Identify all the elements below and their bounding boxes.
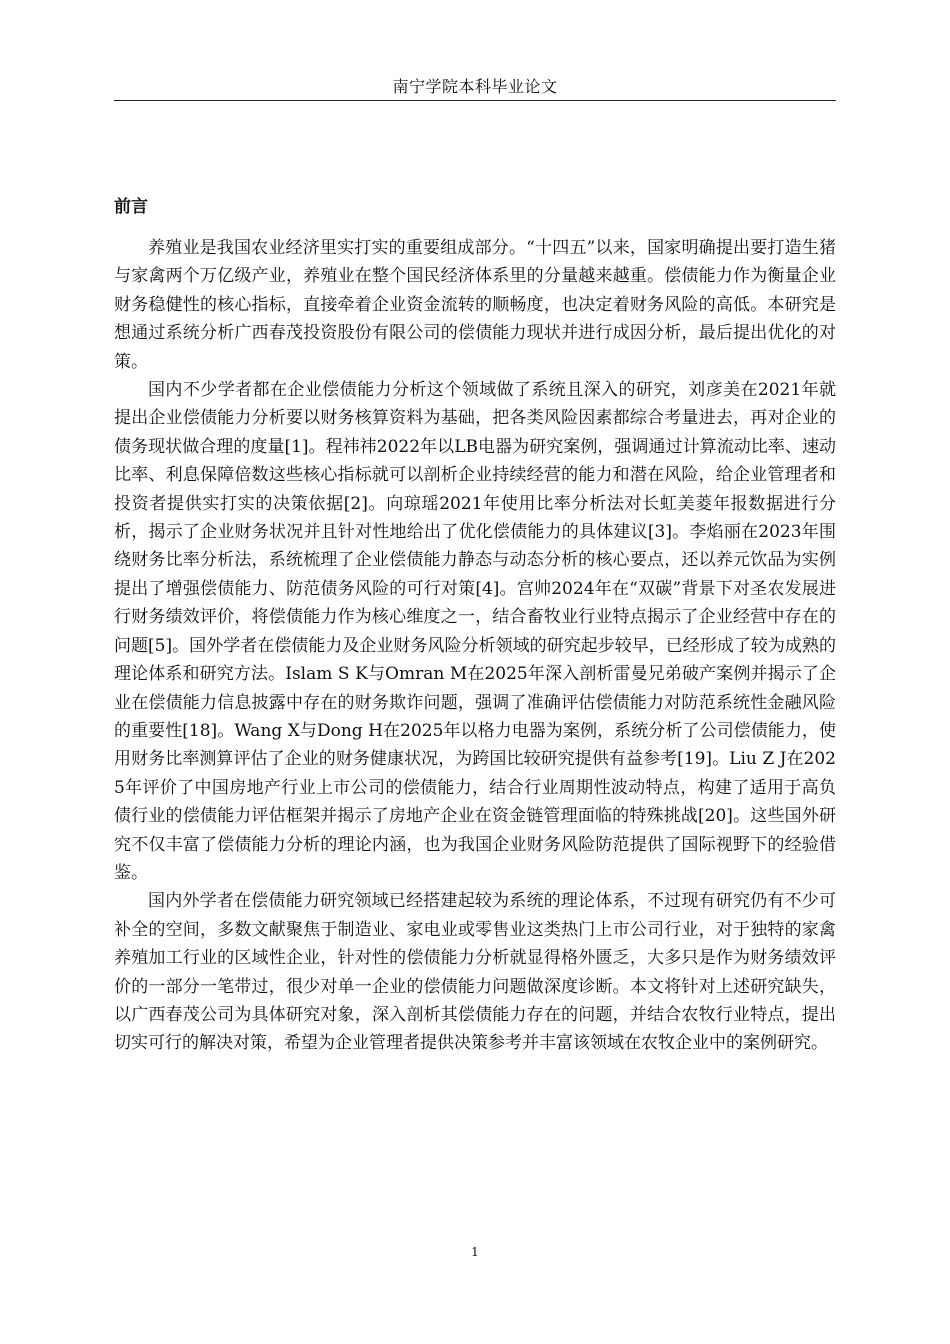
paragraph-1: 养殖业是我国农业经济里实打实的重要组成部分。“十四五”以来，国家明确提出要打造生猪与家禽两个万亿级产业，养殖业在整个国民经济体系里的分量越来越重。偿债能力作为衡量企业财务稳健性的核心指标，直接牵着企业资金流转的顺畅度，也决定着财务风险的高低。本研究是想通过系统分析广西春茂投资股份有限公司的偿债能力现状并进行成因分析，最后提出优化的对策。 [114,238,836,372]
page-number: 1 [471,1245,479,1259]
section-title: 前言 [114,197,148,217]
paragraph-3: 国内外学者在偿债能力研究领域已经搭建起较为系统的理论体系，不过现有研究仍有不少可补全的空间，多数文献聚焦于制造业、家电业或零售业这类热门上市公司行业，对于独特的家禽养殖加工行业的区域性企业，针对性的偿债能力分析就显得格外匮乏，大多只是作为财务绩效评价的一部分一笔带过，很少对单一企业的偿债能力问题做深度诊断。本文将针对上述研究缺失，以广西春茂公司为具体研究对象，深入剖析其偿债能力存在的问题，并结合农牧行业特点，提出切实可行的解决对策，希望为企业管理者提供决策参考并丰富该领域在农牧企业中的案例研究。 [114,891,836,1054]
body-text [114,234,836,1058]
paragraph-2: 国内不少学者都在企业偿债能力分析这个领域做了系统且深入的研究，刘彦美在2021年就提出企业偿债能力分析要以财务核算资料为基础，把各类风险因素都综合考量进去，再对企业的债务现状做合理的度量[1]。程祎祎2022年以LB电器为研究案例，强调通过计算流动比率、速动比率、利息保障倍数这些核心指标就可以剖析企业持续经营的能力和潜在风险，给企业管理者和投资者提供实打实的决策依据[2]。向琼瑶2021年使用比率分析法对长虹美菱年报数据进行分析，揭示了企业财务状况并且针对性地给出了优化偿债能力的具体建议[3]。李焰丽在2023年围绕财务比率分析法，系统梳理了企业偿债能力静态与动态分析的核心要点，还以养元饮品为实例提出了增强偿债能力、防范债务风险的可行对策[4]。宫帅2024年在“双碳”背景下对圣农发展进行财务绩效评价，将偿债能力作为核心维度之一，结合畜牧业行业特点揭示了企业经营中存在的问题[5]。国外学者在偿债能力及企业财务风险分析领域的研究起步较早，已经形成了较为成熟的理论体系和研究方法。Islam S K与Omran M在2025年深入剖析雷曼兄弟破产案例并揭示了企业在偿债能力信息披露中存在的财务欺诈问题，强调了准确评估偿债能力对防范系统性金融风险的重要性[18]。Wang X与Dong H在2025年以格力电器为案例，系统分析了公司偿债能力，使用财务比率测算评估了企业的财务健康状况，为跨国比较研究提供有益参考[19]。Liu Z J在2025年评价了中国房地产行业上市公司的偿债能力，结合行业周期性波动特点，构建了适用于高负债行业的偿债能力评估框架并揭示了房地产企业在资金链管理面临的特殊挑战[20]。这些国外研究不仅丰富了偿债能力分析的理论内涵，也为我国企业财务风险防范提供了国际视野下的经验借鉴。 [114,380,836,883]
running-header: 南宁学院本科毕业论文 [392,77,558,96]
header-rule [114,100,836,101]
